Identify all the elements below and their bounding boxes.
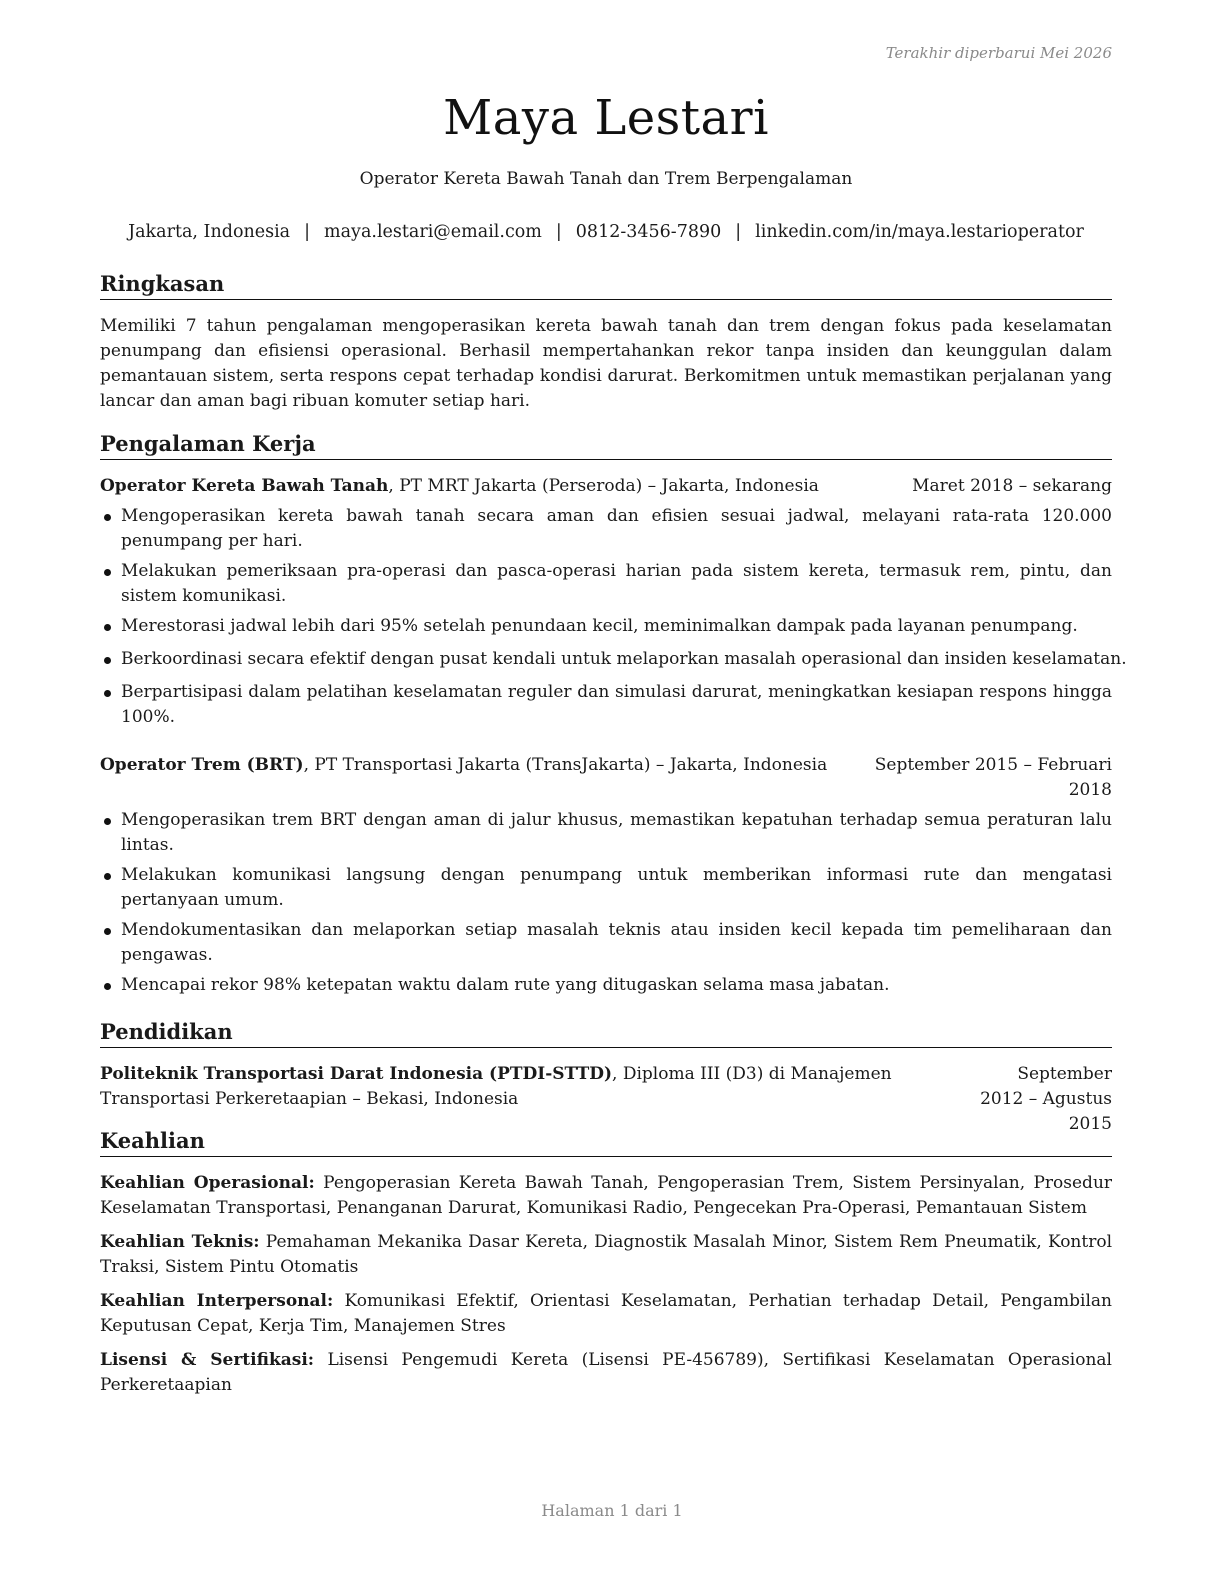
bullet-item: Melakukan pemeriksaan pra-operasi dan pasca-operasi harian pada sistem kereta, termasuk rem, pintu, dan sistem komunikasi. [100, 559, 1112, 609]
contact-linkedin[interactable]: linkedin.com/in/maya.lestarioperator [755, 222, 1084, 242]
skill-group-label: Keahlian Operasional: [100, 1173, 315, 1193]
bullet-item: Berkoordinasi secara efektif dengan pusat kendali untuk melaporkan masalah operasional dan insiden keselamatan. [100, 647, 1112, 672]
job-role: Operator Trem (BRT) [100, 755, 304, 775]
bullet-item: Melakukan komunikasi langsung dengan penumpang untuk memberikan informasi rute dan mengatasi pertanyaan umum. [100, 863, 1112, 913]
contact-separator: | [555, 222, 562, 242]
skills-list [100, 1171, 1112, 1398]
section-title-experience: Pengalaman Kerja [100, 430, 1112, 460]
contact-line [100, 218, 1112, 246]
job-dates: Maret 2018 – sekarang [912, 476, 1112, 496]
contact-phone: 0812-3456-7890 [575, 222, 722, 242]
job-bullets [100, 808, 1112, 998]
skill-group-label: Lisensi & Sertifikasi: [100, 1350, 315, 1370]
education-line [100, 1062, 969, 1112]
section-title-summary: Ringkasan [100, 270, 1112, 300]
bullet-item: Mendokumentasikan dan melaporkan setiap masalah teknis atau insiden kecil kepada tim pemeliharaan dan pengawas. [100, 918, 1112, 968]
job-role: Operator Kereta Bawah Tanah [100, 476, 389, 496]
education-dates: September 2012 – Agustus 2015 [980, 1064, 1112, 1134]
skill-group-items: Pengoperasian Kereta Bawah Tanah, Pengoperasian Trem, Sistem Persinyalan, Prosedur Keselamatan Transportasi, Penanganan Darurat, Komunikasi Radio, Pengecekan Pra-Operasi, Pemantauan Sistem [100, 1173, 1113, 1218]
job-employer: , PT MRT Jakarta (Perseroda) – Jakarta, Indonesia [388, 476, 819, 496]
education-section [100, 1018, 1112, 1137]
job-title-line [100, 474, 912, 499]
skill-group-items: Komunikasi Efektif, Orientasi Keselamatan, Perhatian terhadap Detail, Pengambilan Keputusan Cepat, Kerja Tim, Manajemen Stres [100, 1291, 1112, 1336]
skill-group [100, 1289, 1112, 1339]
experience-section [100, 430, 1127, 998]
education-detail: , Diploma III (D3) di Manajemen Transportasi Perkeretaapian – Bekasi, Indonesia [100, 1064, 892, 1109]
job-title-line [100, 753, 872, 778]
skills-section [100, 1127, 1112, 1407]
bullet-item: Mencapai rekor 98% ketepatan waktu dalam rute yang ditugaskan selama masa jabatan. [100, 973, 1112, 998]
contact-location: Jakarta, Indonesia [128, 222, 291, 242]
education-school: Politeknik Transportasi Darat Indonesia (PTDI-STTD) [100, 1064, 613, 1084]
skill-group [100, 1171, 1112, 1221]
candidate-headline: Operator Kereta Bawah Tanah dan Trem Berpengalaman [359, 169, 853, 189]
job-entry [100, 474, 1127, 730]
skill-group-items: Lisensi Pengemudi Kereta (Lisensi PE-456789), Sertifikasi Keselamatan Operasional Perkeretaapian [100, 1350, 1112, 1395]
job-header [100, 753, 1112, 803]
skill-group-items: Pemahaman Mekanika Dasar Kereta, Diagnostik Masalah Minor, Sistem Rem Pneumatik, Kontrol Traksi, Sistem Pintu Otomatis [100, 1232, 1113, 1277]
contact-separator: | [735, 222, 742, 242]
summary-section [100, 270, 1112, 414]
skill-group [100, 1348, 1112, 1398]
bullet-item: Merestorasi jadwal lebih dari 95% setelah penundaan kecil, meminimalkan dampak pada layanan penumpang. [100, 614, 1112, 639]
skill-group-label: Keahlian Teknis: [100, 1232, 260, 1252]
skill-group [100, 1230, 1112, 1280]
section-title-skills: Keahlian [100, 1127, 1112, 1157]
skill-group-label: Keahlian Interpersonal: [100, 1291, 334, 1311]
job-bullets [100, 504, 1127, 730]
bullet-item: Berpartisipasi dalam pelatihan keselamatan reguler dan simulasi darurat, meningkatkan kesiapan respons hingga 100%. [100, 680, 1112, 730]
education-entry [100, 1062, 1112, 1137]
candidate-name: Maya Lestari [443, 90, 769, 146]
page-number: Halaman 1 dari 1 [541, 1501, 683, 1520]
bullet-item: Mengoperasikan trem BRT dengan aman di jalur khusus, memastikan kepatuhan terhadap semua peraturan lalu lintas. [100, 808, 1112, 858]
job-employer: , PT Transportasi Jakarta (TransJakarta) – Jakarta, Indonesia [303, 755, 828, 775]
section-title-education: Pendidikan [100, 1018, 1112, 1048]
job-dates: September 2015 – Februari 2018 [874, 755, 1112, 800]
job-header [100, 474, 1112, 499]
job-entry [100, 753, 1112, 998]
summary-text: Memiliki 7 tahun pengalaman mengoperasikan kereta bawah tanah dan trem dengan fokus pada keselamatan penumpang dan efisiensi operasional. Berhasil mempertahankan rekor tanpa insiden dan keunggulan dalam pemantauan sistem, serta respons cepat terhadap kondisi darurat. Berkomitmen untuk memastikan perjalanan yang lancar dan aman bagi ribuan komuter setiap hari. [100, 316, 1112, 411]
contact-separator: | [304, 222, 311, 242]
bullet-item: Mengoperasikan kereta bawah tanah secara aman dan efisien sesuai jadwal, melayani rata-rata 120.000 penumpang per hari. [100, 504, 1112, 554]
last-updated-note: Terakhir diperbarui Mei 2026 [885, 44, 1112, 62]
contact-email[interactable]: maya.lestari@email.com [324, 222, 542, 242]
